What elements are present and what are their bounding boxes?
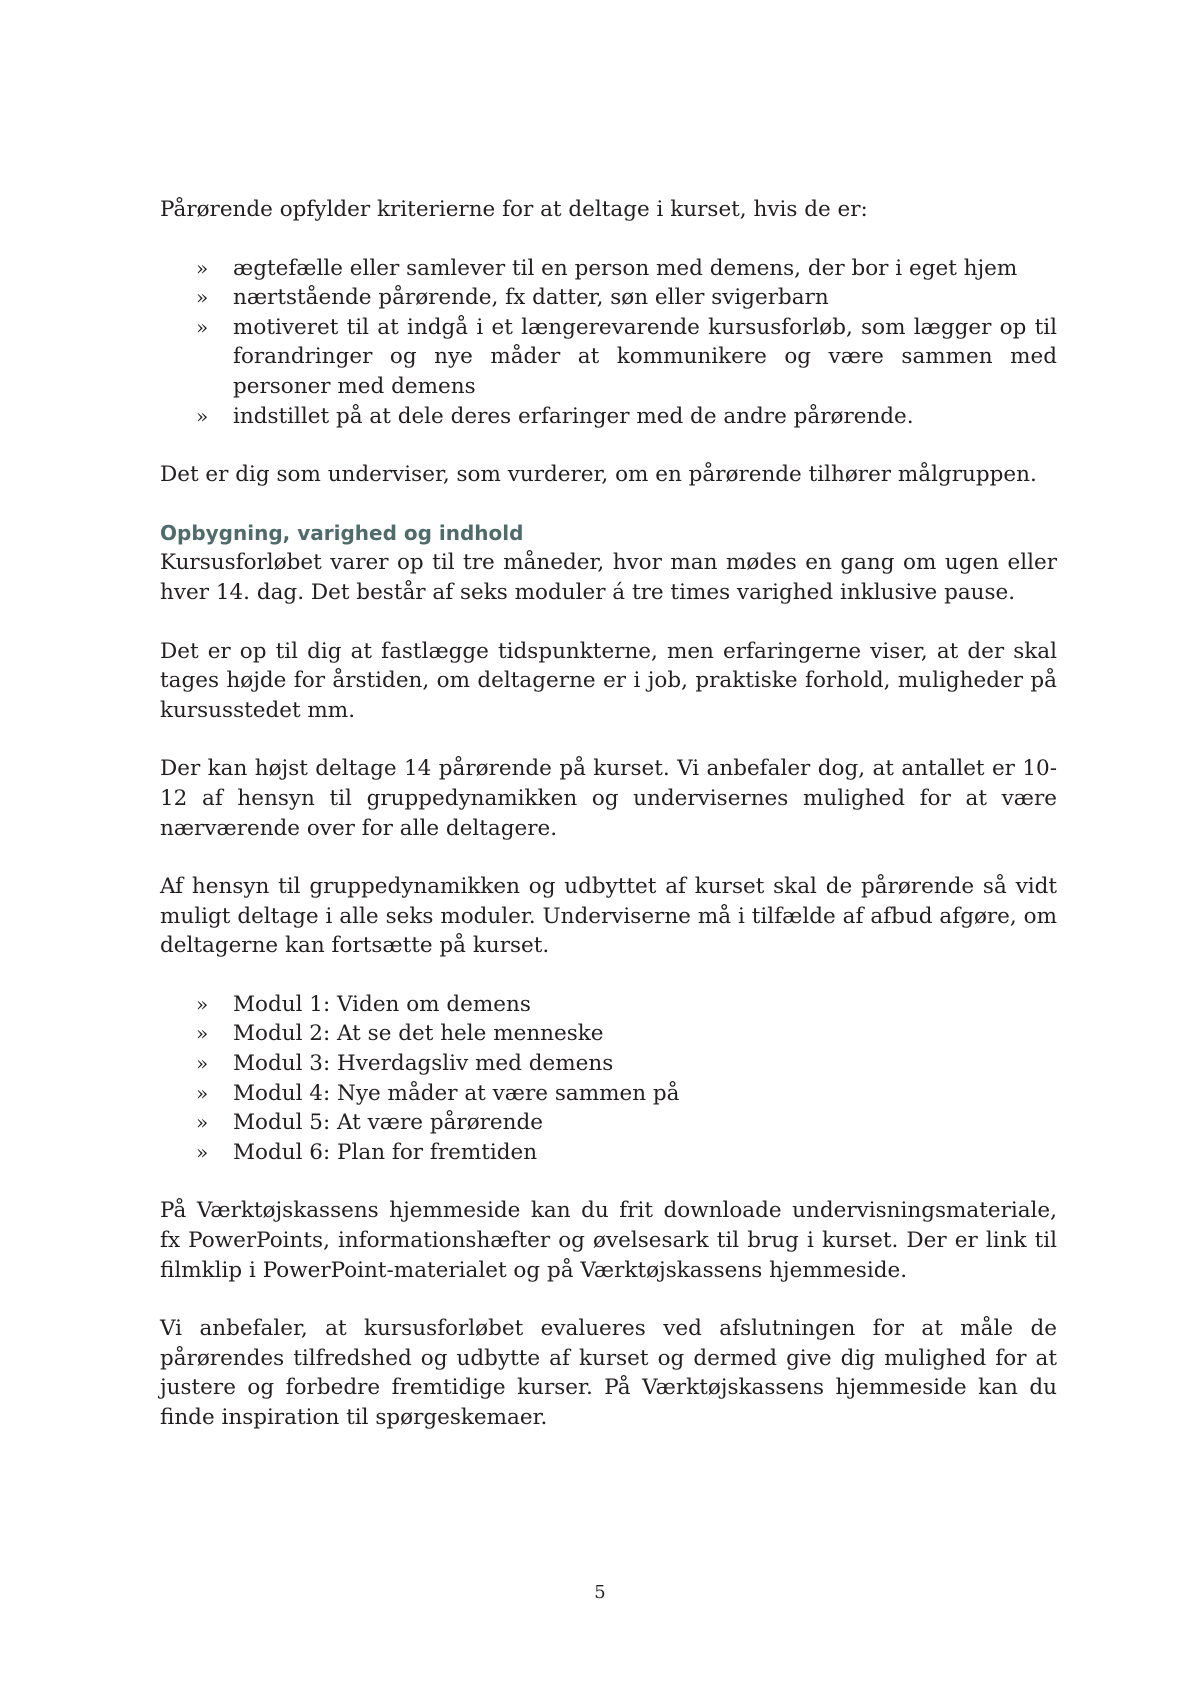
list-item-text: Modul 3: Hverdagsliv med demens xyxy=(233,1051,614,1077)
bullet-marker: » xyxy=(196,1021,209,1046)
module-list xyxy=(160,990,1057,1168)
page-number: 5 xyxy=(594,1582,606,1603)
bullet-marker: » xyxy=(196,1139,209,1164)
list-item-text: nærtstående pårørende, fx datter, søn eller svigerbarn xyxy=(233,285,829,311)
list-item xyxy=(160,1138,1057,1168)
scheduling-paragraph: Det er op til dig at fastlægge tidspunkterne, men erfaringerne viser, at der skal tages højde for årstiden, om deltagerne er i job, praktiske forhold, muligheder på kursusstedet mm. xyxy=(160,638,1057,723)
list-item xyxy=(160,1049,1057,1079)
criteria-list xyxy=(160,254,1057,432)
bullet-marker: » xyxy=(196,991,209,1016)
list-item xyxy=(160,1079,1057,1109)
list-item-text: Modul 1: Viden om demens xyxy=(233,991,531,1017)
list-item xyxy=(160,313,1057,402)
list-item xyxy=(160,1108,1057,1138)
list-item-text: Modul 4: Nye måder at være sammen på xyxy=(233,1080,680,1106)
bullet-marker: » xyxy=(196,255,209,280)
section-heading: Opbygning, varighed og indhold xyxy=(160,520,524,545)
materials-paragraph: På Værktøjskassens hjemmeside kan du frit downloade undervisningsmateriale, fx PowerPoints, informationshæfter og øvelsesark til brug i kurset. Der er link til filmklip i PowerPoint-materialet og på Værktøjskassens hjemmeside. xyxy=(160,1198,1057,1283)
list-item-text: indstillet på at dele deres erfaringer med de andre pårørende. xyxy=(233,403,914,429)
bullet-marker: » xyxy=(196,314,209,339)
list-item-text: ægtefælle eller samlever til en person med demens, der bor i eget hjem xyxy=(233,255,1018,281)
list-item-text: motiveret til at indgå i et længerevarende kursusforløb, som lægger op til forandringer og nye måder at kommunikere og være sammen med personer med demens xyxy=(233,314,1057,399)
bullet-marker: » xyxy=(196,403,209,428)
list-item xyxy=(160,402,1057,432)
intro-paragraph: Pårørende opfylder kriterierne for at deltage i kurset, hvis de er: xyxy=(160,197,868,222)
list-item xyxy=(160,254,1057,284)
list-item xyxy=(160,283,1057,313)
list-item-text: Modul 6: Plan for fremtiden xyxy=(233,1139,538,1165)
attendance-paragraph: Af hensyn til gruppedynamikken og udbyttet af kurset skal de pårørende så vidt muligt deltage i alle seks moduler. Underviserne må i tilfælde af afbud afgøre, om deltagerne kan fortsætte på kurset. xyxy=(160,874,1057,959)
target-group-note: Det er dig som underviser, som vurderer, om en pårørende tilhører målgruppen. xyxy=(160,462,1037,488)
list-item xyxy=(160,1019,1057,1049)
duration-paragraph: Kursusforløbet varer op til tre måneder, hvor man mødes en gang om ugen eller hver 14. dag. Det består af seks moduler á tre times varighed inklusive pause. xyxy=(160,550,1057,605)
participants-paragraph: Der kan højst deltage 14 pårørende på kurset. Vi anbefaler dog, at antallet er 10-12 af hensyn til gruppedynamikken og undervisernes mulighed for at være nærværende over for alle deltagere. xyxy=(160,756,1057,841)
bullet-marker: » xyxy=(196,1051,209,1076)
list-item xyxy=(160,990,1057,1020)
page-body xyxy=(160,195,1057,1433)
bullet-marker: » xyxy=(196,285,209,310)
list-item-text: Modul 5: At være pårørende xyxy=(233,1110,543,1136)
evaluation-paragraph: Vi anbefaler, at kursusforløbet evalueres ved afslutningen for at måle de pårørendes tilfredshed og udbytte af kurset og dermed give dig mulighed for at justere og forbedre fremtidige kurser. På Værktøjskassens hjemmeside kan du finde inspiration til spørgeskemaer. xyxy=(160,1316,1057,1430)
list-item-text: Modul 2: At se det hele menneske xyxy=(233,1021,604,1047)
bullet-marker: » xyxy=(196,1080,209,1105)
bullet-marker: » xyxy=(196,1110,209,1135)
